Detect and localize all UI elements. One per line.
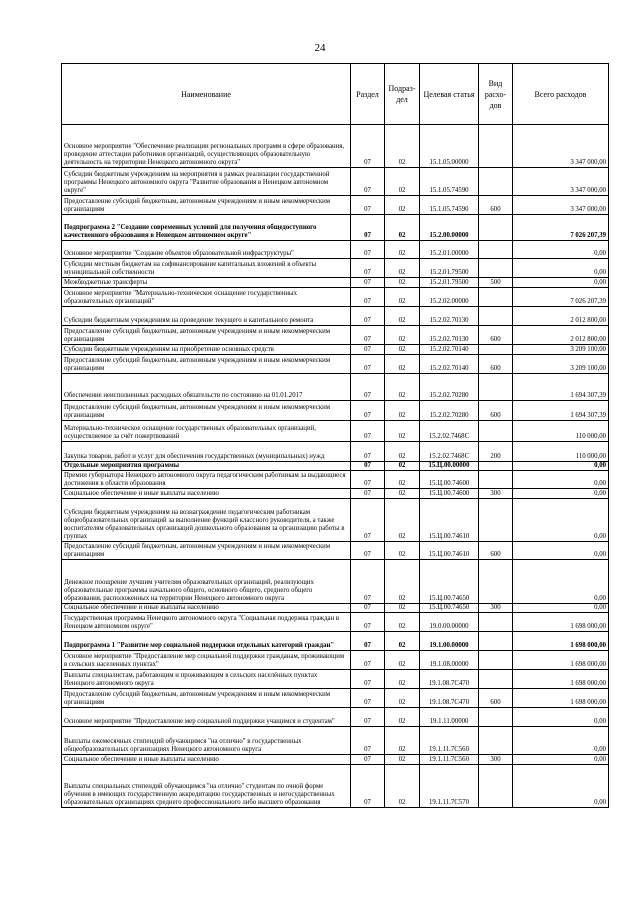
row-total: 7 026 207,39 (513, 215, 609, 241)
row-podrazdel: 02 (385, 499, 420, 542)
row-total: 0,00 (513, 765, 609, 808)
row-statya: 15.Ц.00.74650 (420, 604, 479, 613)
table-row (62, 489, 609, 499)
row-razdel: 07 (351, 471, 385, 489)
row-vid: 200 (479, 442, 513, 462)
row-name: Выплаты специальных стипендий обучающимся "на отлично" студентам по очной форме обучения в имеющих государственную аккредитацию государственных и негосударственных образовательных организациях среднего профессионального либо высшего образования (62, 765, 351, 808)
row-razdel: 07 (351, 196, 385, 215)
row-razdel: 07 (351, 708, 385, 727)
row-vid: 600 (479, 355, 513, 374)
row-vid (479, 259, 513, 278)
row-razdel: 07 (351, 489, 385, 499)
row-name: Субсидии бюджетным учреждениям на вознаграждение педагогическим работникам общеобразовательных организаций за выполнение функций классного руководителя, а также воспитателям образовательных организаций дошкольного образования за организацию работы в группах (62, 499, 351, 542)
row-total: 0,00 (513, 604, 609, 613)
row-razdel: 07 (351, 651, 385, 670)
row-total: 1 698 000,00 (513, 651, 609, 670)
row-statya: 15.2.02.70280 (420, 401, 479, 421)
row-vid (479, 471, 513, 489)
row-vid: 600 (479, 326, 513, 345)
row-name: Основное мероприятие "Создание объектов образовательной инфраструктуры" (62, 241, 351, 259)
row-razdel: 07 (351, 374, 385, 401)
row-razdel: 07 (351, 168, 385, 196)
table-row (62, 708, 609, 727)
row-name: Субсидии бюджетным учреждениям на приобретение основных средств (62, 345, 351, 355)
row-podrazdel: 02 (385, 604, 420, 613)
table-row (62, 288, 609, 307)
header-row (62, 64, 609, 125)
row-total: 0,00 (513, 542, 609, 560)
table-row (62, 727, 609, 755)
row-vid (479, 307, 513, 326)
row-podrazdel: 02 (385, 613, 420, 632)
row-vid (479, 651, 513, 670)
row-total: 1 698 000,00 (513, 613, 609, 632)
row-name: Материально-техническое оснащение государственных образовательных организаций, осуществляемое за счёт пожертвований (62, 421, 351, 442)
row-vid: 300 (479, 489, 513, 499)
row-total: 1 698 000,00 (513, 670, 609, 689)
row-name: Государственная программа Ненецкого автономного округа "Социальная поддержка граждан в Ненецком автономном округе" (62, 613, 351, 632)
row-podrazdel: 02 (385, 542, 420, 560)
header-total: Всего расходов (513, 64, 609, 125)
row-podrazdel: 02 (385, 755, 420, 765)
row-podrazdel: 02 (385, 462, 420, 471)
table-row (62, 499, 609, 542)
row-razdel: 07 (351, 125, 385, 168)
row-statya: 15.2.02.70130 (420, 326, 479, 345)
row-name: Предоставление субсидий бюджетным, автономным учреждениям и иным некоммерческим организациям (62, 326, 351, 345)
row-name: Межбюджетные трансферты (62, 278, 351, 288)
row-name: Социальное обеспечение и иные выплаты населению (62, 489, 351, 499)
row-total: 1 698 000,00 (513, 689, 609, 708)
row-statya: 15.2.02.70280 (420, 374, 479, 401)
row-statya: 19.1.11.7C570 (420, 765, 479, 808)
table-row (62, 462, 609, 471)
row-podrazdel: 02 (385, 307, 420, 326)
row-name: Основное мероприятие "Предоставление мер социальной поддержки гражданам, проживающим в сельских населенных пунктах" (62, 651, 351, 670)
row-podrazdel: 02 (385, 215, 420, 241)
row-podrazdel: 02 (385, 471, 420, 489)
row-podrazdel: 02 (385, 259, 420, 278)
row-podrazdel: 02 (385, 670, 420, 689)
table-row (62, 670, 609, 689)
row-name: Предоставление субсидий бюджетным, автономным учреждениям и иным некоммерческим организациям (62, 689, 351, 708)
row-name: Обеспечение неисполненных расходных обязательств по состоянию на 01.01.2017 (62, 374, 351, 401)
row-statya: 19.1.00.00000 (420, 632, 479, 651)
row-vid (479, 241, 513, 259)
row-vid (479, 462, 513, 471)
row-statya: 15.2.02.70140 (420, 345, 479, 355)
row-total: 0,00 (513, 755, 609, 765)
row-statya: 15.Ц.00.00000 (420, 462, 479, 471)
row-name: Выплаты специалистам, работающим и проживающим в сельских населённых пунктах Ненецкого автономного округа (62, 670, 351, 689)
row-razdel: 07 (351, 632, 385, 651)
row-razdel: 07 (351, 401, 385, 421)
row-podrazdel: 02 (385, 326, 420, 345)
row-podrazdel: 02 (385, 125, 420, 168)
row-podrazdel: 02 (385, 421, 420, 442)
row-total: 0,00 (513, 241, 609, 259)
row-total: 2 012 800,00 (513, 326, 609, 345)
row-vid: 300 (479, 604, 513, 613)
row-vid (479, 499, 513, 542)
row-total: 3 347 000,00 (513, 196, 609, 215)
table-row (62, 278, 609, 288)
row-total: 0,00 (513, 560, 609, 604)
table-row (62, 613, 609, 632)
table-row (62, 421, 609, 442)
row-statya: 15.2.01.00000 (420, 241, 479, 259)
table-row (62, 125, 609, 168)
row-total: 1 698 000,00 (513, 632, 609, 651)
table-row (62, 442, 609, 462)
row-statya: 15.Ц.00.74650 (420, 560, 479, 604)
row-total: 1 694 307,39 (513, 401, 609, 421)
row-vid: 600 (479, 401, 513, 421)
row-vid (479, 727, 513, 755)
row-razdel: 07 (351, 755, 385, 765)
row-total: 0,00 (513, 278, 609, 288)
header-statya: Целевая статья (420, 64, 479, 125)
row-statya: 15.2.02.00000 (420, 288, 479, 307)
row-vid: 600 (479, 542, 513, 560)
table-row (62, 326, 609, 345)
table-row (62, 374, 609, 401)
row-vid (479, 125, 513, 168)
row-razdel: 07 (351, 613, 385, 632)
row-vid (479, 632, 513, 651)
row-razdel: 07 (351, 542, 385, 560)
table-row (62, 345, 609, 355)
row-statya: 15.Ц.00.74600 (420, 489, 479, 499)
row-podrazdel: 02 (385, 278, 420, 288)
row-razdel: 07 (351, 241, 385, 259)
row-statya: 19.0.00.00000 (420, 613, 479, 632)
row-podrazdel: 02 (385, 560, 420, 604)
table-row (62, 689, 609, 708)
row-name: Субсидии местным бюджетам на софинансирование капитальных вложений в объекты муниципальной собственности (62, 259, 351, 278)
row-podrazdel: 02 (385, 708, 420, 727)
row-name: Субсидии бюджетным учреждениям на проведение текущего и капитального ремонта (62, 307, 351, 326)
row-name: Основное мероприятие "Материально-техническое оснащение государственных образовательных организаций" (62, 288, 351, 307)
row-podrazdel: 02 (385, 489, 420, 499)
row-name: Закупка товаров, работ и услуг для обеспечения государственных (муниципальных) нужд (62, 442, 351, 462)
row-vid (479, 374, 513, 401)
row-razdel: 07 (351, 689, 385, 708)
budget-table (61, 63, 609, 808)
row-statya: 15.1.05.00000 (420, 125, 479, 168)
row-total: 3 347 000,00 (513, 168, 609, 196)
table-row (62, 259, 609, 278)
row-total: 0,00 (513, 471, 609, 489)
row-razdel: 07 (351, 345, 385, 355)
row-razdel: 07 (351, 307, 385, 326)
row-statya: 19.1.11.00000 (420, 708, 479, 727)
table-row (62, 307, 609, 326)
row-podrazdel: 02 (385, 632, 420, 651)
row-vid: 600 (479, 689, 513, 708)
header-podrazdel: Подраз-дел (385, 64, 420, 125)
row-statya: 19.1.08.7C470 (420, 670, 479, 689)
row-podrazdel: 02 (385, 727, 420, 755)
row-total: 3 209 100,00 (513, 355, 609, 374)
table-row (62, 542, 609, 560)
row-total: 2 012 800,00 (513, 307, 609, 326)
row-podrazdel: 02 (385, 355, 420, 374)
row-razdel: 07 (351, 499, 385, 542)
row-total: 0,00 (513, 499, 609, 542)
row-name: Социальное обеспечение и иные выплаты населению (62, 755, 351, 765)
row-vid (479, 613, 513, 632)
row-name: Субсидии бюджетным учреждениям на мероприятия в рамках реализации государственной программы Ненецкого автономного округа "Развитие образования в Ненецком автономном округе" (62, 168, 351, 196)
table-row (62, 604, 609, 613)
row-vid: 500 (479, 278, 513, 288)
row-podrazdel: 02 (385, 168, 420, 196)
row-statya: 15.2.02.70140 (420, 355, 479, 374)
table-row (62, 401, 609, 421)
row-name: Предоставление субсидий бюджетным, автономным учреждениям и иным некоммерческим организациям (62, 401, 351, 421)
row-razdel: 07 (351, 670, 385, 689)
table-row (62, 471, 609, 489)
row-vid (479, 765, 513, 808)
header-razdel: Раздел (351, 64, 385, 125)
table-row (62, 241, 609, 259)
row-name: Предоставление субсидий бюджетным, автономным учреждениям и иным некоммерческим организациям (62, 542, 351, 560)
row-razdel: 07 (351, 442, 385, 462)
row-statya: 15.Ц.00.74600 (420, 471, 479, 489)
row-razdel: 07 (351, 421, 385, 442)
row-vid: 600 (479, 196, 513, 215)
row-vid (479, 168, 513, 196)
row-razdel: 07 (351, 765, 385, 808)
row-statya: 19.1.08.00000 (420, 651, 479, 670)
row-name: Выплаты ежемесячных стипендий обучающимся "на отлично" в государственных общеобразовательных организациях Ненецкого автономного округа (62, 727, 351, 755)
row-statya: 15.2.00.00000 (420, 215, 479, 241)
row-statya: 19.1.11.7C560 (420, 755, 479, 765)
row-statya: 19.1.08.7C470 (420, 689, 479, 708)
row-total: 110 000,00 (513, 421, 609, 442)
row-statya: 15.Ц.00.74610 (420, 542, 479, 560)
row-name: Предоставление субсидий бюджетным, автономным учреждениям и иным некоммерческим организациям (62, 355, 351, 374)
row-podrazdel: 02 (385, 374, 420, 401)
table-row (62, 560, 609, 604)
row-vid (479, 560, 513, 604)
table-row (62, 765, 609, 808)
row-name: Денежное поощрение лучшим учителям образовательных организаций, реализующих образовательные программы начального общего, основного общего, среднего общего образования, расположенных на территории Ненецкого автономного округа (62, 560, 351, 604)
row-statya: 15.2.02.70130 (420, 307, 479, 326)
row-name: Отдельные мероприятия программы (62, 462, 351, 471)
row-total: 3 209 100,00 (513, 345, 609, 355)
row-vid (479, 215, 513, 241)
row-total: 3 347 000,00 (513, 125, 609, 168)
row-razdel: 07 (351, 355, 385, 374)
row-razdel: 07 (351, 462, 385, 471)
row-name: Подпрограмма 1 "Развитие мер социальной поддержки отдельных категорий граждан" (62, 632, 351, 651)
row-vid (479, 288, 513, 307)
table-row (62, 168, 609, 196)
row-vid: 300 (479, 755, 513, 765)
row-podrazdel: 02 (385, 401, 420, 421)
row-name: Основное мероприятие "Обеспечение реализации региональных программ в сфере образования, проведение аттестации работников организаций, осуществляющих образовательную деятельность на территории Ненецкого автономного округа" (62, 125, 351, 168)
table-row (62, 632, 609, 651)
row-total: 110 000,00 (513, 442, 609, 462)
row-statya: 15.1.05.74590 (420, 168, 479, 196)
row-podrazdel: 02 (385, 765, 420, 808)
header-name: Наименование (62, 64, 351, 125)
row-statya: 15.2.01.79500 (420, 278, 479, 288)
row-podrazdel: 02 (385, 442, 420, 462)
row-statya: 19.1.11.7C560 (420, 727, 479, 755)
row-statya: 15.1.05.74590 (420, 196, 479, 215)
row-vid (479, 708, 513, 727)
row-razdel: 07 (351, 604, 385, 613)
row-total: 0,00 (513, 462, 609, 471)
row-statya: 15.2.02.7468C (420, 421, 479, 442)
table-row (62, 355, 609, 374)
row-name: Социальное обеспечение и иные выплаты населению (62, 604, 351, 613)
table-row (62, 651, 609, 670)
row-razdel: 07 (351, 560, 385, 604)
row-name: Подпрограмма 2 "Создание современных условий для получения общедоступного качественного образования в Ненецком автономном округе" (62, 215, 351, 241)
row-total: 0,00 (513, 727, 609, 755)
row-total: 7 026 207,39 (513, 288, 609, 307)
row-razdel: 07 (351, 215, 385, 241)
row-statya: 15.2.01.79500 (420, 259, 479, 278)
row-podrazdel: 02 (385, 241, 420, 259)
row-razdel: 07 (351, 278, 385, 288)
row-podrazdel: 02 (385, 196, 420, 215)
row-name: Премии губернатора Ненецкого автономного округа педагогическим работникам за выдающиеся достижения в области образования (62, 471, 351, 489)
row-statya: 15.2.02.7468C (420, 442, 479, 462)
row-podrazdel: 02 (385, 651, 420, 670)
row-vid (479, 421, 513, 442)
row-podrazdel: 02 (385, 288, 420, 307)
row-razdel: 07 (351, 727, 385, 755)
row-total: 0,00 (513, 259, 609, 278)
table-row (62, 755, 609, 765)
row-total: 0,00 (513, 708, 609, 727)
row-razdel: 07 (351, 326, 385, 345)
row-vid (479, 345, 513, 355)
row-total: 0,00 (513, 489, 609, 499)
row-podrazdel: 02 (385, 689, 420, 708)
row-name: Предоставление субсидий бюджетным, автономным учреждениям и иным некоммерческим организациям (62, 196, 351, 215)
row-vid (479, 670, 513, 689)
row-name: Основное мероприятие "Предоставление мер социальной поддержки учащимся и студентам" (62, 708, 351, 727)
row-statya: 15.Ц.00.74610 (420, 499, 479, 542)
row-total: 1 694 307,39 (513, 374, 609, 401)
row-razdel: 07 (351, 288, 385, 307)
page-number: 24 (314, 42, 326, 54)
header-vid: Вид расхо-дов (479, 64, 513, 125)
table-row (62, 196, 609, 215)
table-row (62, 215, 609, 241)
row-podrazdel: 02 (385, 345, 420, 355)
row-razdel: 07 (351, 259, 385, 278)
